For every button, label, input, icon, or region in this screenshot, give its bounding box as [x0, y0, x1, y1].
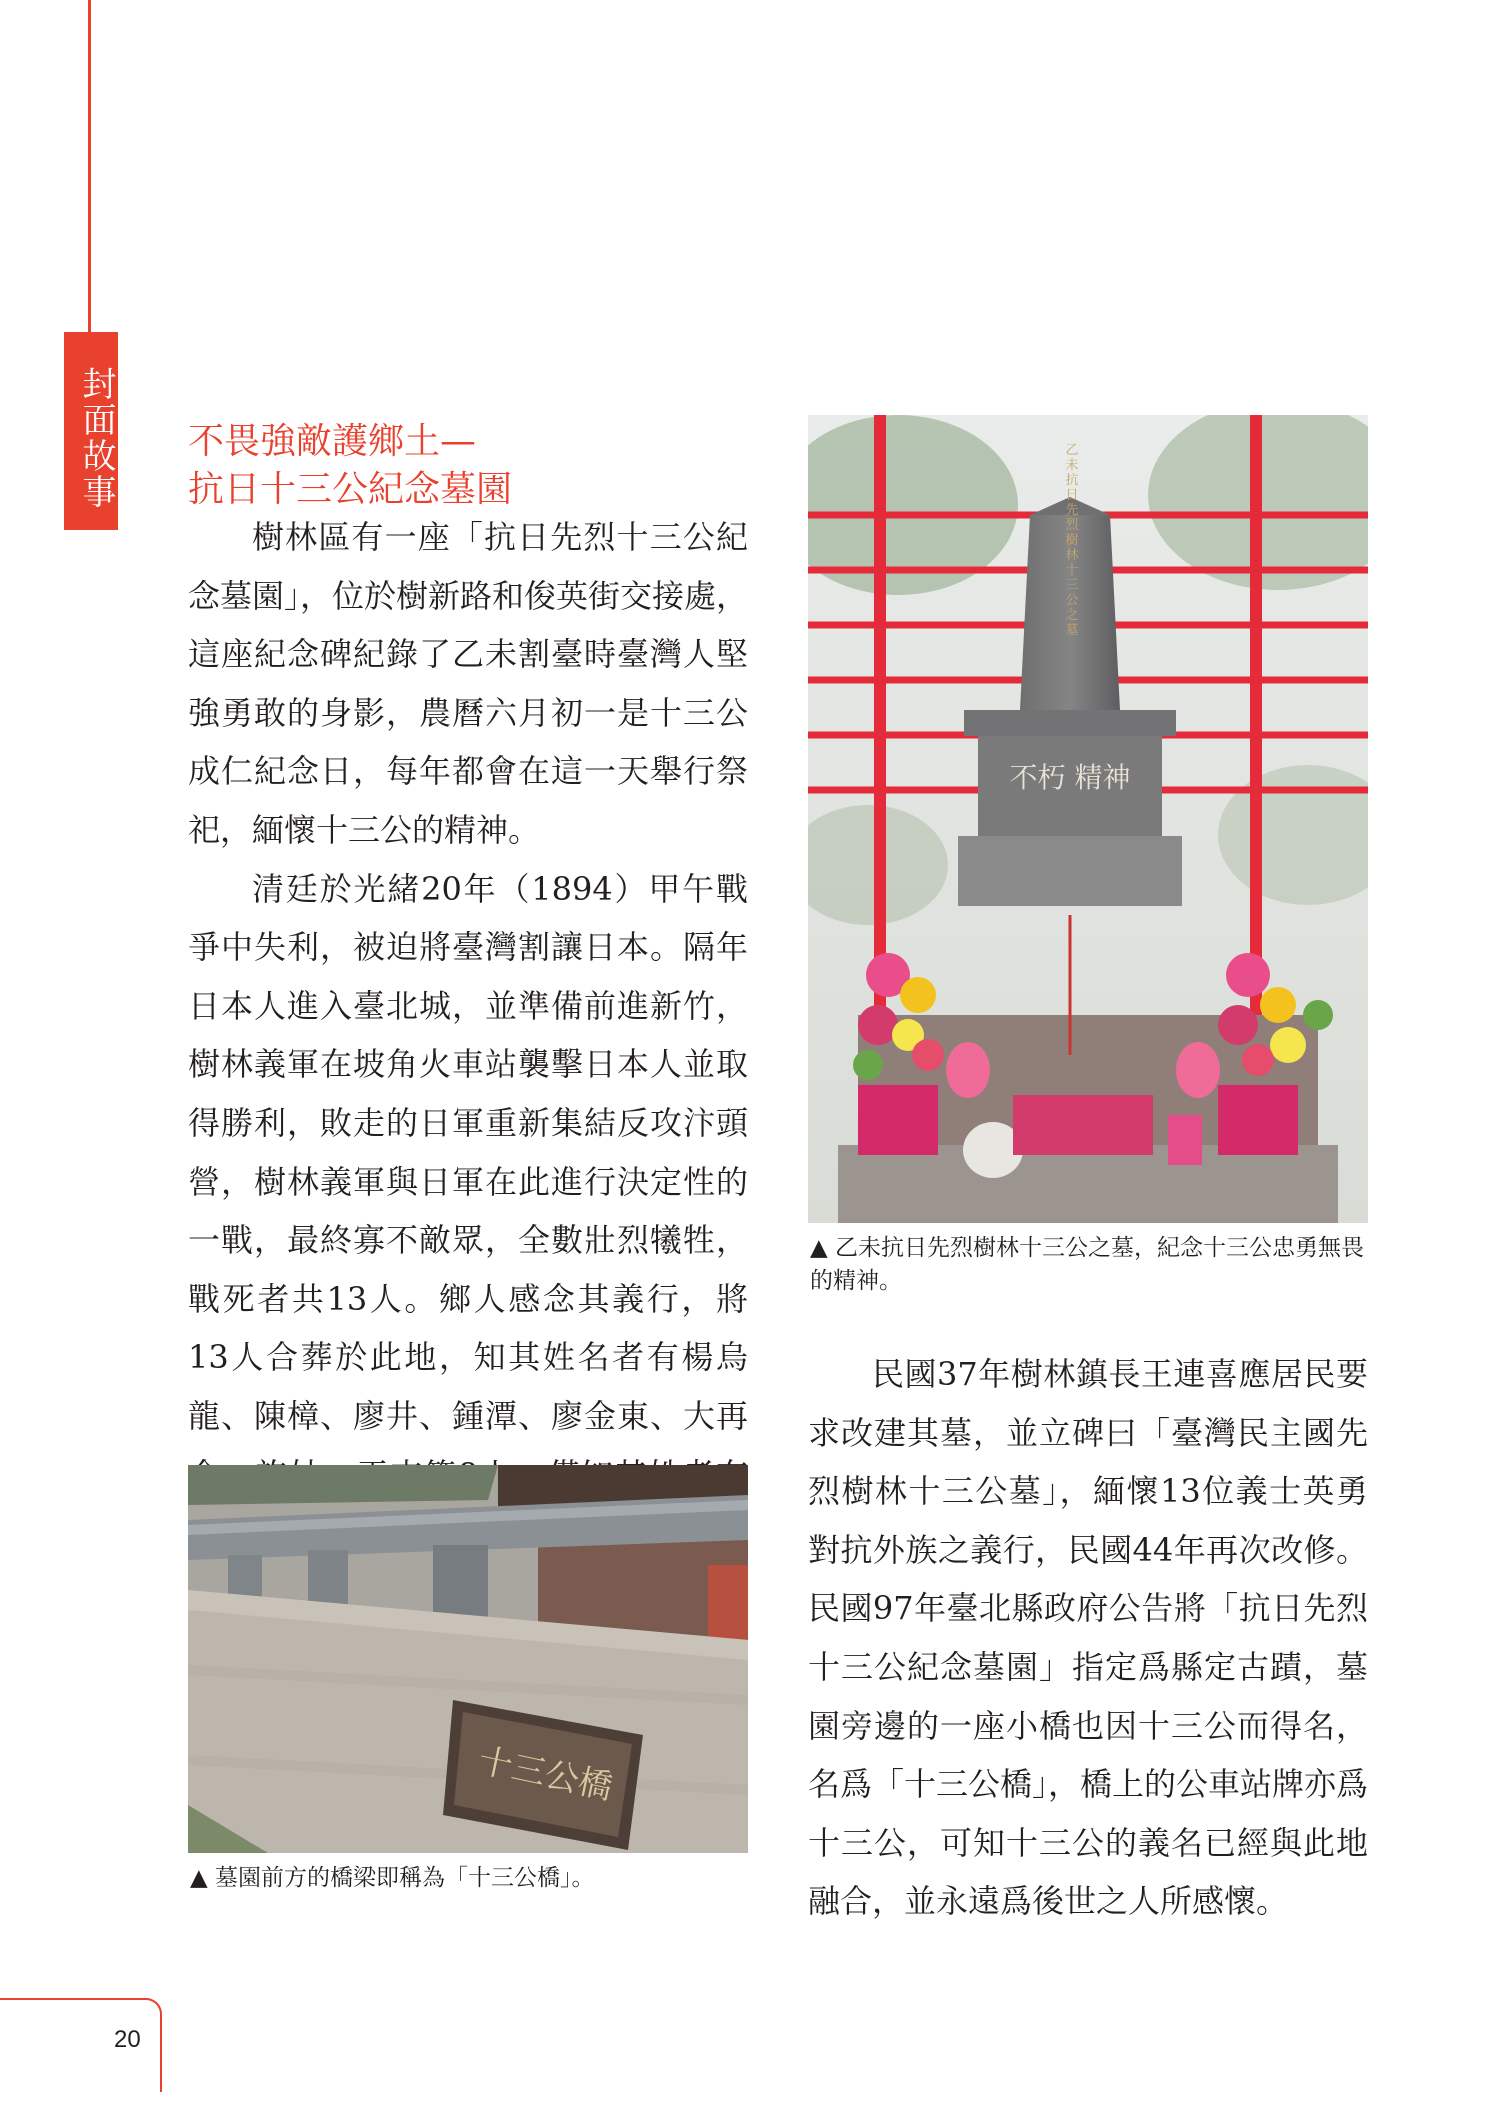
right-column [808, 1345, 1368, 1931]
left-column [188, 508, 748, 1621]
monument-photo [808, 415, 1368, 1223]
triangle-marker-icon: ▲ [190, 1865, 208, 1891]
paragraph-2: 清廷於光緒20年（1894）甲午戰爭中失利，被迫將臺灣割讓日本。隔年日本人進入臺北城，並準備前進新竹，樹林義軍在坡角火車站襲擊日本人並取得勝利，敗走的日軍重新集結反攻汴頭營，樹林義軍與日軍在此進行決定性的一戰，最終寡不敵眾，全數壯烈犧牲，戰死者共13人。鄉人感念其義行，將13人合葬於此地，知其姓名者有楊烏龍、陳樟、廖井、鍾潭、廖金東、大再 [188, 869, 748, 1435]
monument-base-text: 不朽 精神 [1009, 761, 1131, 794]
article-title [188, 418, 748, 514]
bridge-caption-text: 墓園前方的橋梁即稱為「十三公橋」。 [215, 1865, 595, 1891]
title-line-2: 抗日十三公紀念墓園 [188, 469, 513, 510]
paragraph-1: 樹林區有一座「抗日先烈十三公紀念墓園」，位於樹新路和俊英街交接處，這座紀念碑紀錄了乙未割臺時臺灣人堅強勇敢的身影，農曆六月初一是十三公成仁紀念日，每年都會在這一天舉行祭祀，緬懷十三公的精神。 [188, 518, 749, 849]
paragraph-3: 民國37年樹林鎮長王連喜應居民要求改建其墓，並立碑曰「臺灣民主國先烈樹林十三公墓」，緬懷13位義士英勇對抗外族之義行，民國44年再次改修。民國97年臺北縣政府公告將「抗日先烈十三公紀念墓園」指定爲縣定古蹟，墓園旁邊的一座小橋也因十三公而得名，名爲「十三公橋」，橋上的公車站牌亦爲十三公，可知十三公的義名已經與此地融合，並永遠爲後世之人所感懷。 [808, 1355, 1369, 1921]
title-line-1: 不畏強敵護鄉土— [188, 421, 477, 462]
bridge-caption [190, 1862, 750, 1895]
page-number: 20 [114, 2026, 141, 2053]
section-tab: 封面故事 [64, 332, 118, 530]
monument-inscription: 乙未抗日先烈樹林十三公之墓 [1062, 442, 1078, 638]
bridge-plaque-text: 十三公橋 [474, 1740, 616, 1808]
monument-caption-text: 乙未抗日先烈樹林十三公之墓，紀念十三公忠勇無畏的精神。 [810, 1235, 1365, 1294]
bridge-photo [188, 1465, 748, 1853]
monument-caption [810, 1232, 1370, 1298]
section-rule [88, 0, 91, 332]
triangle-marker-icon: ▲ [810, 1235, 828, 1261]
